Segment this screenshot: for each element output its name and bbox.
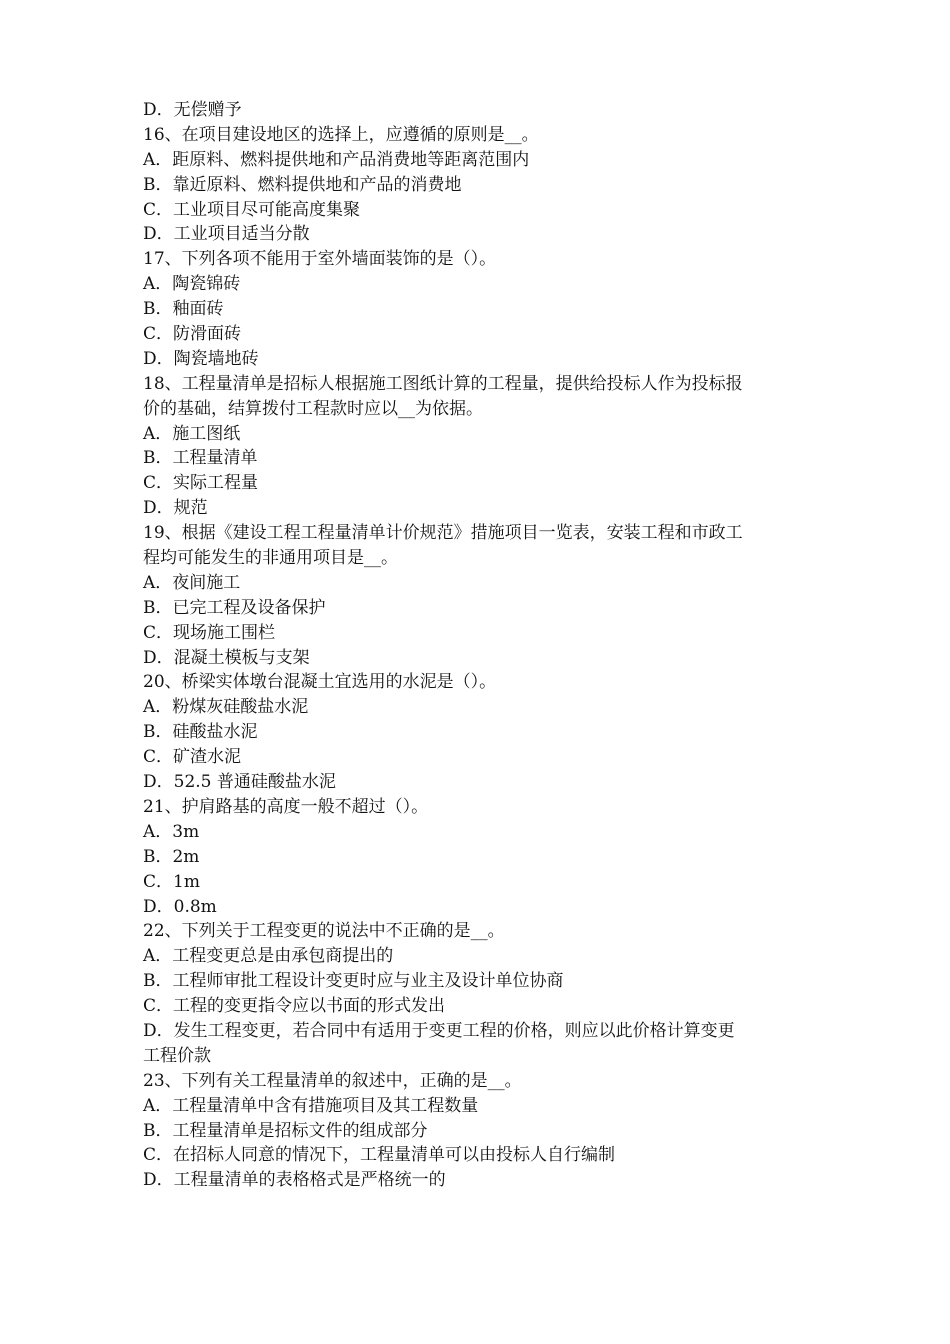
question-16: 16、在项目建设地区的选择上，应遵循的原则是__。 (143, 124, 539, 145)
option-line: B．2m (143, 846, 200, 867)
option-line: D．混凝土模板与支架 (143, 647, 310, 668)
option-line: C．现场施工围栏 (143, 622, 276, 643)
option-line: A．3m (143, 821, 200, 842)
option-line: A．工程量清单中含有措施项目及其工程数量 (143, 1095, 479, 1116)
question-19: 19、根据《建设工程工程量清单计价规范》措施项目一览表，安装工程和市政工 (143, 523, 743, 544)
option-line: D．陶瓷墙地砖 (143, 348, 259, 369)
question-23: 23、下列有关工程量清单的叙述中，正确的是__。 (143, 1070, 522, 1091)
option-line: D．规范 (143, 498, 208, 519)
option-line: A．距原料、燃料提供地和产品消费地等距离范围内 (143, 149, 530, 170)
option-line: A．工程变更总是由承包商提出的 (143, 946, 394, 967)
option-line: B．已完工程及设备保护 (143, 597, 326, 618)
option-line: B．硅酸盐水泥 (143, 722, 258, 743)
option-line: B．靠近原料、燃料提供地和产品的消费地 (143, 174, 462, 195)
option-line: D．工程量清单的表格格式是严格统一的 (143, 1170, 446, 1191)
option-line: C．1m (143, 871, 200, 892)
option-line: D．0.8m (143, 896, 217, 917)
option-line: A．陶瓷锦砖 (143, 274, 241, 295)
option-line: C．在招标人同意的情况下，工程量清单可以由投标人自行编制 (143, 1145, 616, 1166)
option-line: C．工程的变更指令应以书面的形式发出 (143, 996, 446, 1017)
option-line-cont: 工程价款 (143, 1045, 211, 1066)
option-line: B．工程师审批工程设计变更时应与业主及设计单位协商 (143, 971, 564, 992)
option-line: D．发生工程变更，若合同中有适用于变更工程的价格，则应以此价格计算变更 (143, 1020, 735, 1041)
option-line: D．无偿赠予 (143, 100, 242, 120)
question-21: 21、护肩路基的高度一般不超过（）。 (143, 796, 429, 817)
document-page (143, 98, 823, 1193)
option-line: C．防滑面砖 (143, 324, 242, 345)
question-19-cont: 程均可能发生的非通用项目是__。 (143, 548, 398, 569)
option-line: B．工程量清单是招标文件的组成部分 (143, 1120, 428, 1141)
option-line: B．工程量清单 (143, 448, 258, 469)
option-line: D．工业项目适当分散 (143, 224, 310, 245)
option-line: D．52.5 普通硅酸盐水泥 (143, 772, 336, 793)
question-20: 20、桥梁实体墩台混凝土宜选用的水泥是（）。 (143, 672, 497, 693)
option-line: C．矿渣水泥 (143, 747, 242, 768)
option-line: A．粉煤灰硅酸盐水泥 (143, 697, 309, 718)
question-18: 18、工程量清单是招标人根据施工图纸计算的工程量，提供给投标人作为投标报 (143, 373, 743, 394)
option-line: C．实际工程量 (143, 473, 259, 494)
option-line: A．夜间施工 (143, 572, 241, 593)
option-line: A．施工图纸 (143, 423, 241, 444)
question-17: 17、下列各项不能用于室外墙面装饰的是（）。 (143, 249, 497, 270)
option-line: C．工业项目尽可能高度集聚 (143, 199, 361, 220)
question-18-cont: 价的基础，结算拨付工程款时应以__为依据。 (143, 398, 483, 419)
option-line: B．釉面砖 (143, 299, 224, 320)
question-22: 22、下列关于工程变更的说法中不正确的是__。 (143, 921, 505, 942)
